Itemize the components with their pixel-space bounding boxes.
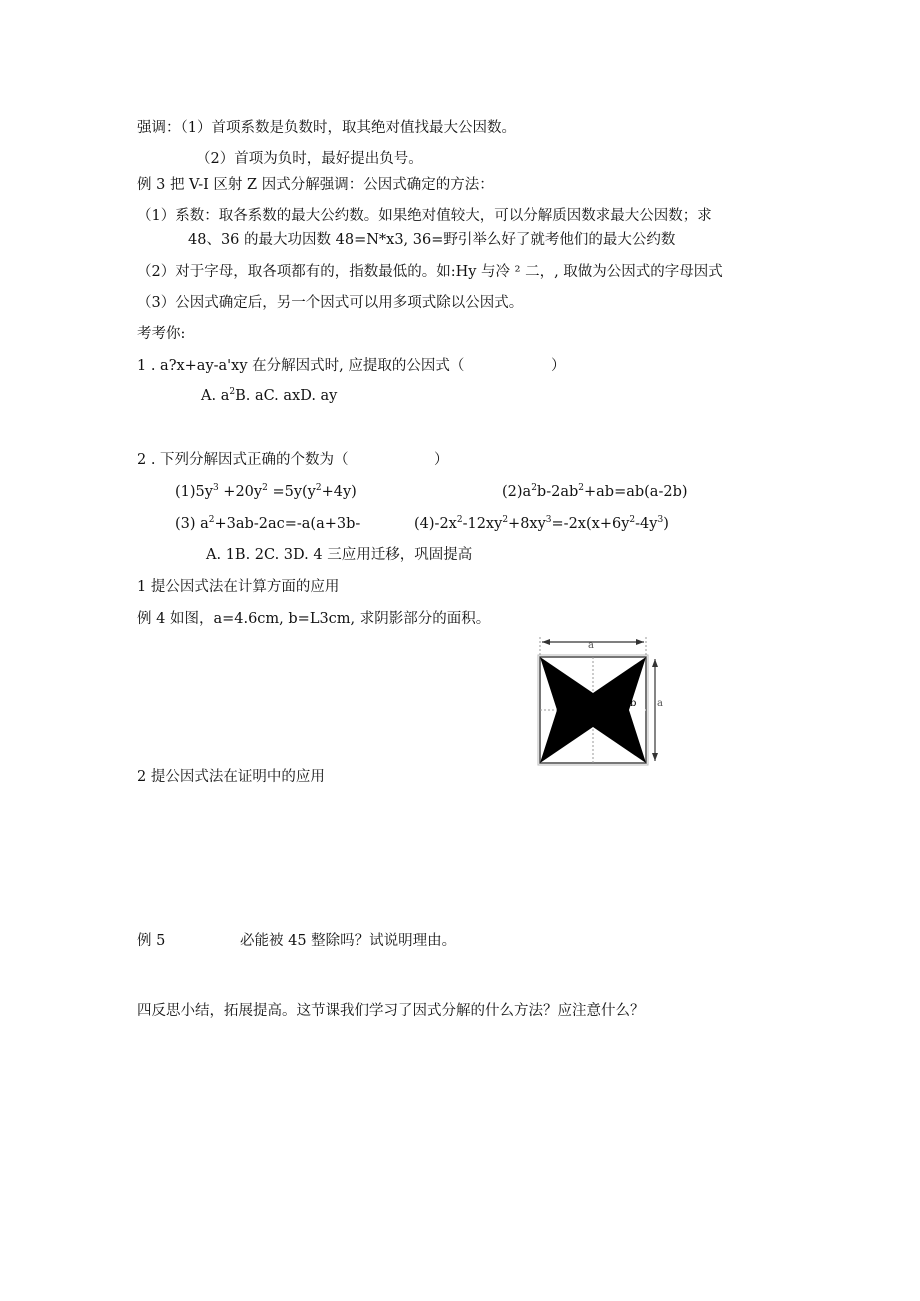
question-2: 2 . 下列分解因式正确的个数为（ — [137, 452, 349, 468]
quiz-heading: 考考你: — [137, 326, 186, 342]
example-3-heading: 例 3 把 V-I 区射 Z 因式分解强调：公因式确定的方法： — [137, 177, 494, 193]
section-proof-application: 2 提公因式法在证明中的应用 — [137, 769, 325, 785]
question-1-options: A. $a^2B$. aC. axD. ay — [201, 387, 338, 404]
section-calc-application: 1 提公因式法在计算方面的应用 — [137, 579, 340, 595]
star-diagram — [534, 633, 666, 767]
question-1: 1 . a?x+ay-a'xy 在分解因式时, 应提取的公因式（ — [137, 358, 465, 374]
star-figure — [534, 633, 666, 767]
emphasis-line-1: 强调：（1）首项系数是负数时，取其绝对值找最大公因数。 — [137, 120, 516, 136]
emphasis-line-2: （2）首项为负时，最好提出负号。 — [196, 151, 423, 167]
method-coefficient: （1）系数：取各系数的最大公约数。如果绝对值较大，可以分解质因数求最大公因数；求 — [137, 208, 712, 224]
label-b: b — [630, 698, 637, 709]
method-letters: （2）对于字母，取各项都有的，指数最低的。如:Hy 与冷 ² 二，, 取做为公因式的字母因式 — [137, 264, 723, 280]
method-coefficient-cont: 48、36 的最大功因数 48=N*x3, 36=野引举么好了就考他们的最大公约数 — [188, 232, 676, 248]
question-2-item-4: $(4)-2x^2-12xy^2+8xy^3=-2x(x+6y^2-4y^3)$ — [414, 515, 669, 532]
method-other-factor: （3）公因式确定后，另一个因式可以用多项式除以公因式。 — [137, 295, 524, 311]
question-2-item-2: $(2)a^2b-2ab^2+ab=ab(a-2b)$ — [502, 483, 688, 500]
label-a-right: a — [657, 698, 663, 709]
summary-reflection: 四反思小结，拓展提高。这节课我们学习了因式分解的什么方法？应注意什么？ — [137, 1003, 645, 1019]
question-1-close-paren: ） — [551, 358, 566, 374]
question-2-options: A. 1B. 2C. 3D. 4 三应用迁移，巩固提高 — [206, 547, 473, 563]
example-5-label: 例 5 — [137, 933, 166, 949]
example-4: 例 4 如图，a=4.6cm, b=L3cm, 求阴影部分的面积。 — [137, 611, 491, 627]
question-2-close-paren: ） — [434, 452, 449, 468]
question-2-item-1: $(1)5y^3 +20y^2 =5y(y^2+4y)$ — [175, 483, 357, 500]
question-2-item-3: (3) $a^2+3ab-2ac=-a(a+3b-$ — [175, 515, 361, 532]
example-5-text: 必能被 45 整除吗？试说明理由。 — [240, 933, 457, 949]
label-a-top: a — [588, 640, 594, 651]
